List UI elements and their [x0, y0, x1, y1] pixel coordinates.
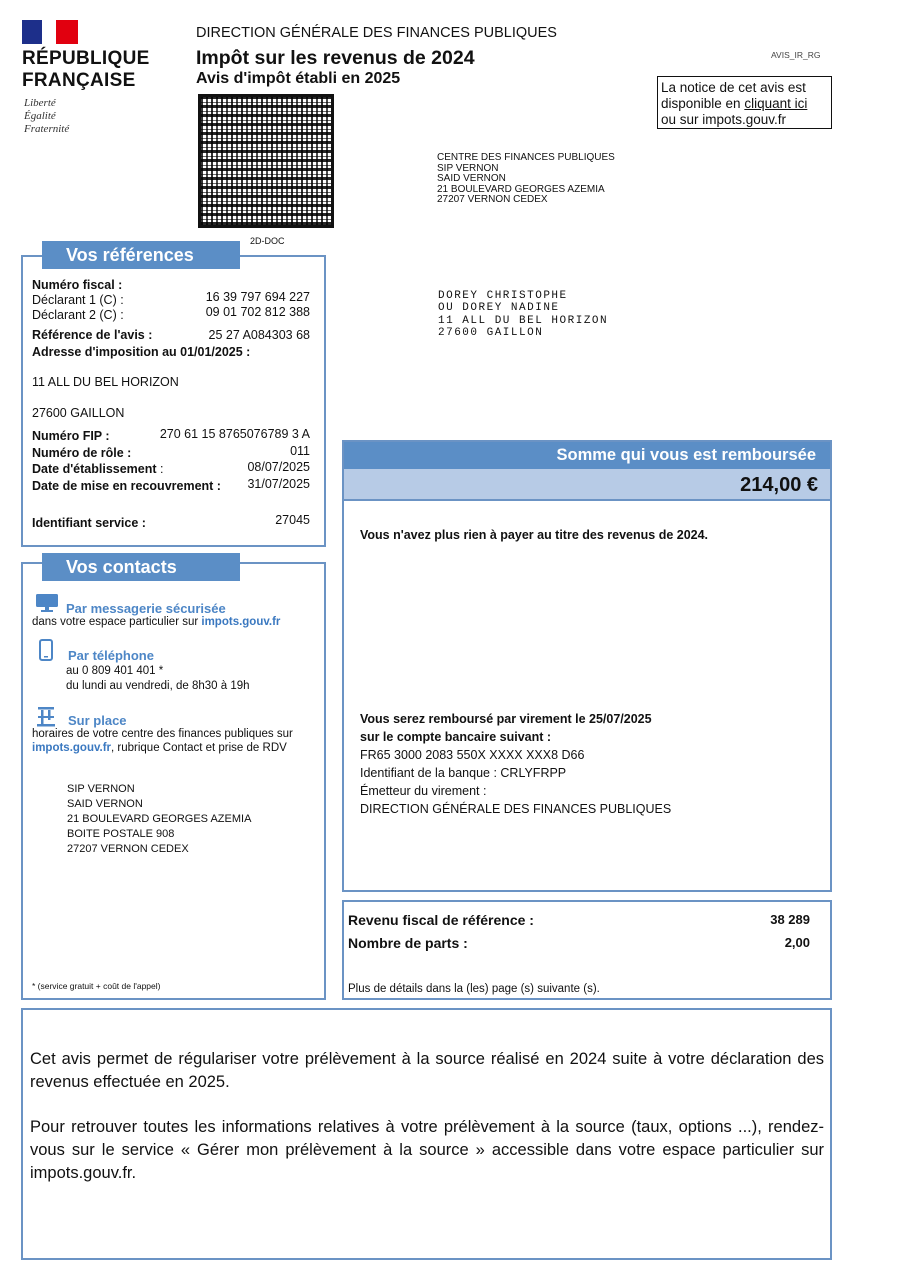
motto-egalite: Égalité	[24, 110, 56, 122]
messagerie-text	[32, 615, 280, 630]
sip-address-line: 27207 VERNON CEDEX	[67, 843, 189, 855]
2d-doc-barcode	[198, 94, 334, 228]
addressee-block	[438, 290, 608, 339]
sip-address-line: BOITE POSTALE 908	[67, 828, 175, 840]
rfr-label: Revenu fiscal de référence :	[348, 912, 534, 928]
building-icon	[35, 704, 57, 728]
centre-address	[437, 153, 615, 206]
addressee-line: 27600 GAILLON	[438, 326, 544, 339]
republique-francaise-logo	[22, 48, 150, 92]
ref-avis-value: 25 27 A084303 68	[208, 328, 310, 342]
logo-title-line1: RÉPUBLIQUE	[22, 48, 150, 69]
centre-line: SIP VERNON	[437, 162, 499, 174]
fip-value: 270 61 15 8765076789 3 A	[159, 427, 310, 441]
telephone-number: au 0 809 401 401 *	[66, 665, 164, 677]
page-subtitle: Avis d'impôt établi en 2025	[196, 70, 401, 87]
motto-fraternite: Fraternité	[24, 123, 70, 135]
telephone-hours: du lundi au vendredi, de 8h30 à 19h	[66, 680, 250, 692]
notice-box	[657, 76, 832, 129]
revenu-panel	[342, 900, 832, 1000]
sur-place-rubrique: , rubrique Contact et prise de RDV	[111, 742, 287, 754]
info-paragraph-2: Pour retrouver toutes les informations relatives à votre prélèvement à la source (taux, options ...), rendez-vous sur le service « Gérer mon prélèvement à la source » accessible dans votre espace particulier sur impots.gouv.fr.	[30, 1118, 824, 1182]
rfr-value: 38 289	[770, 912, 810, 927]
service-label: Identifiant service :	[32, 516, 146, 530]
telephone-title: Par téléphone	[68, 648, 154, 663]
sur-place-line1: horaires de votre centre des finances publiques sur	[32, 728, 293, 740]
adresse-line2: 27600 GAILLON	[32, 406, 125, 420]
etab-label: Date d'établissement	[32, 462, 157, 476]
adresse-line1: 11 ALL DU BEL HORIZON	[32, 375, 179, 389]
information-panel	[21, 1008, 832, 1260]
sip-address-line: 21 BOULEVARD GEORGES AZEMIA	[67, 813, 252, 825]
declarant2-label: Déclarant 2 (C) :	[32, 308, 124, 322]
messagerie-title: Par messagerie sécurisée	[66, 601, 226, 616]
centre-line: 21 BOULEVARD GEORGES AZEMIA	[437, 183, 605, 195]
refund-title: Somme qui vous est remboursée	[344, 442, 830, 469]
nothing-to-pay-text: Vous n'avez plus rien à payer au titre des revenus de 2024.	[360, 528, 709, 542]
transfer-line1: Vous serez remboursé par virement le 25/07/2025	[360, 712, 652, 726]
service-value: 27045	[275, 513, 310, 527]
iban: FR65 3000 2083 550X XXXX XXX8 D66	[360, 748, 585, 762]
transfer-line2: sur le compte bancaire suivant :	[360, 730, 552, 744]
ref-avis-label: Référence de l'avis :	[32, 328, 153, 342]
recouv-label: Date de mise en recouvrement :	[32, 479, 221, 493]
fip-label: Numéro FIP :	[32, 429, 110, 443]
role-label: Numéro de rôle :	[32, 446, 132, 460]
notice-line3: ou sur impots.gouv.fr	[661, 112, 787, 127]
emitter: DIRECTION GÉNÉRALE DES FINANCES PUBLIQUES	[360, 802, 672, 816]
sip-address-line: SIP VERNON	[67, 783, 135, 795]
motto-liberte: Liberté	[24, 97, 56, 109]
centre-line: CENTRE DES FINANCES PUBLIQUES	[437, 152, 615, 163]
centre-line: 27207 VERNON CEDEX	[437, 194, 548, 205]
document-code: AVIS_IR_RG	[771, 50, 821, 60]
addressee-line: OU DOREY NADINE	[438, 302, 560, 315]
refund-amount: 214,00 €	[344, 469, 830, 501]
impots-link[interactable]: impots.gouv.fr	[32, 742, 112, 754]
phone-icon	[39, 639, 53, 661]
page-title: Impôt sur les revenus de 2024	[196, 47, 475, 69]
adresse-label: Adresse d'imposition au 01/01/2025 :	[32, 345, 251, 359]
direction-label: DIRECTION GÉNÉRALE DES FINANCES PUBLIQUES	[196, 25, 557, 41]
barcode-label: 2D-DOC	[250, 236, 285, 246]
etab-label-row	[32, 462, 164, 476]
sur-place-line2	[32, 741, 287, 756]
footnote: * (service gratuit + coût de l'appel)	[32, 981, 161, 991]
role-value: 011	[290, 444, 310, 458]
references-tab: Vos références	[42, 241, 240, 269]
impots-link[interactable]: impots.gouv.fr	[201, 616, 281, 628]
french-flag-logo	[22, 20, 78, 44]
details-note: Plus de détails dans la (les) page (s) suivante (s).	[348, 983, 600, 995]
numero-fiscal-label: Numéro fiscal :	[32, 278, 123, 292]
sip-address-line: SAID VERNON	[67, 798, 143, 810]
notice-line1: La notice de cet avis est	[661, 80, 806, 95]
parts-label: Nombre de parts :	[348, 935, 468, 951]
computer-icon	[35, 593, 59, 613]
etab-colon: :	[156, 462, 164, 476]
addressee-line: DOREY CHRISTOPHE	[438, 290, 568, 302]
references-panel	[21, 255, 326, 547]
refund-panel	[342, 440, 832, 892]
notice-line2	[661, 96, 828, 112]
addressee-line: 11 ALL DU BEL HORIZON	[438, 314, 609, 327]
messagerie-desc: dans votre espace particulier sur	[32, 616, 202, 628]
sip-address	[67, 782, 251, 857]
parts-value: 2,00	[784, 935, 810, 950]
contacts-tab: Vos contacts	[42, 553, 240, 581]
sur-place-title: Sur place	[68, 713, 127, 728]
declarant1-value: 16 39 797 694 227	[205, 290, 310, 304]
centre-line: SAID VERNON	[437, 173, 506, 184]
info-paragraph-1: Cet avis permet de régulariser votre prélèvement à la source réalisé en 2024 suite à votre déclaration des revenus effectuée en 2025.	[30, 1050, 824, 1091]
contacts-panel	[21, 562, 326, 1000]
recouv-value: 31/07/2025	[247, 477, 310, 491]
bank-id: Identifiant de la banque : CRLYFRPP	[360, 766, 567, 780]
notice-link[interactable]: cliquant ici	[744, 96, 808, 111]
etab-value: 08/07/2025	[247, 460, 310, 474]
notice-line2-text: disponible en	[661, 96, 745, 111]
logo-motto	[24, 97, 69, 136]
emitter-label: Émetteur du virement :	[360, 784, 487, 798]
logo-title-line2: FRANÇAISE	[22, 70, 136, 91]
declarant1-label: Déclarant 1 (C) :	[32, 293, 124, 307]
declarant2-value: 09 01 702 812 388	[205, 305, 310, 319]
